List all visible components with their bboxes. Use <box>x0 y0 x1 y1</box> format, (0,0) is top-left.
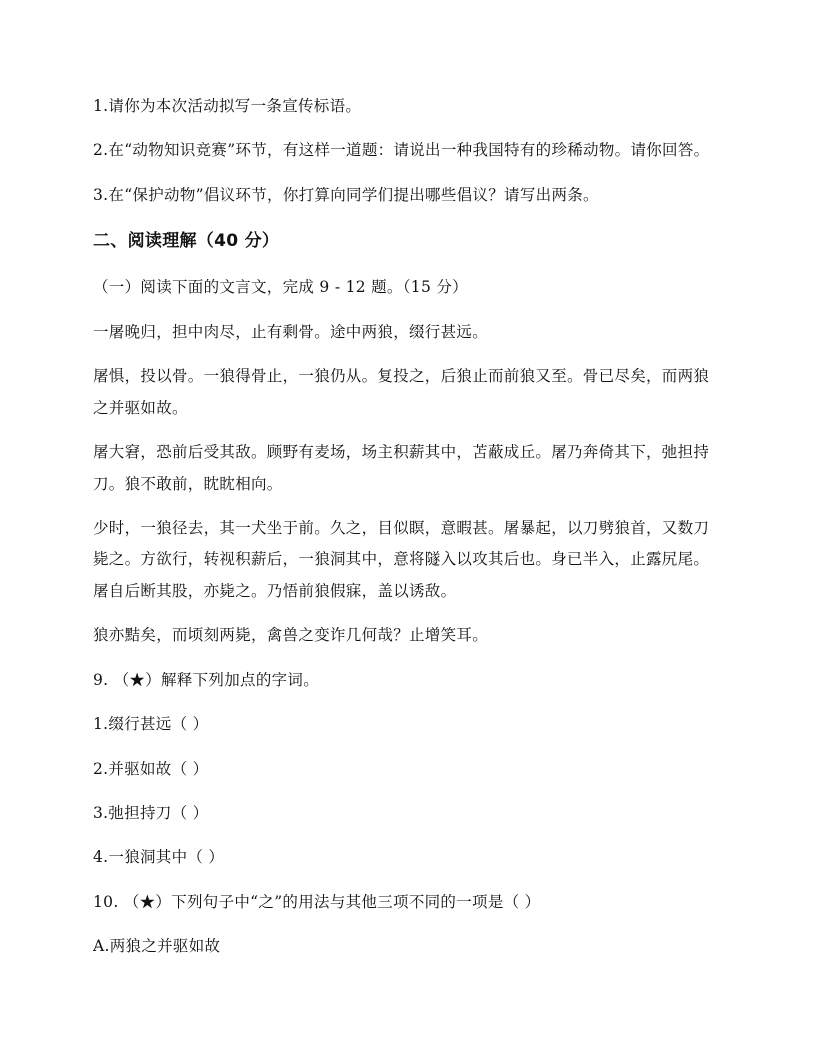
passage-paragraph-2-line-1: 屠惧，投以骨。一狼得骨止，一狼仍从。复投之，后狼止而前狼又至。骨已尽矣，而两狼 <box>93 367 710 385</box>
question-9-item-1: 1.缀行甚远（ ） <box>93 715 209 733</box>
section-heading: 二、阅读理解（40 分） <box>93 231 280 251</box>
question-9-item-4: 4.一狼洞其中（ ） <box>93 848 225 866</box>
sub-heading: （一）阅读下面的文言文，完成 9 - 12 题。（15 分） <box>93 278 468 296</box>
question-9-prompt: 9. （★）解释下列加点的字词。 <box>93 671 320 689</box>
passage-paragraph-2-line-2: 之并驱如故。 <box>93 399 188 417</box>
activity-question-2: 2.在“动物知识竞赛”环节，有这样一道题：请说出一种我国特有的珍稀动物。请你回答。 <box>93 141 710 159</box>
question-9-item-2: 2.并驱如故（ ） <box>93 760 209 778</box>
passage-paragraph-5: 狼亦黠矣，而顷刻两毙，禽兽之变诈几何哉？止增笑耳。 <box>93 626 489 644</box>
passage-paragraph-3-line-1: 屠大窘，恐前后受其敌。顾野有麦场，场主积薪其中，苫蔽成丘。屠乃奔倚其下，弛担持 <box>93 443 710 461</box>
passage-paragraph-3-line-2: 刀。狼不敢前，眈眈相向。 <box>93 475 283 493</box>
activity-question-1: 1.请你为本次活动拟写一条宣传标语。 <box>93 97 362 115</box>
question-10-prompt: 10. （★）下列句子中“之”的用法与其他三项不同的一项是（ ） <box>93 893 541 911</box>
passage-paragraph-4-line-1: 少时，一狼径去，其一犬坐于前。久之，目似瞑，意暇甚。屠暴起，以刀劈狼首，又数刀 <box>93 519 710 537</box>
activity-question-3: 3.在“保护动物”倡议环节，你打算向同学们提出哪些倡议？请写出两条。 <box>93 186 599 204</box>
passage-paragraph-1: 一屠晚归，担中肉尽，止有剩骨。途中两狼，缀行甚远。 <box>93 323 489 341</box>
passage-paragraph-4-line-3: 屠自后断其股，亦毙之。乃悟前狼假寐，盖以诱敌。 <box>93 582 457 600</box>
passage-paragraph-4-line-2: 毙之。方欲行，转视积薪后，一狼洞其中，意将隧入以攻其后也。身已半入，止露尻尾。 <box>93 550 710 568</box>
question-10-option-a: A.两狼之并驱如故 <box>93 937 221 955</box>
question-9-item-3: 3.弛担持刀（ ） <box>93 804 209 822</box>
